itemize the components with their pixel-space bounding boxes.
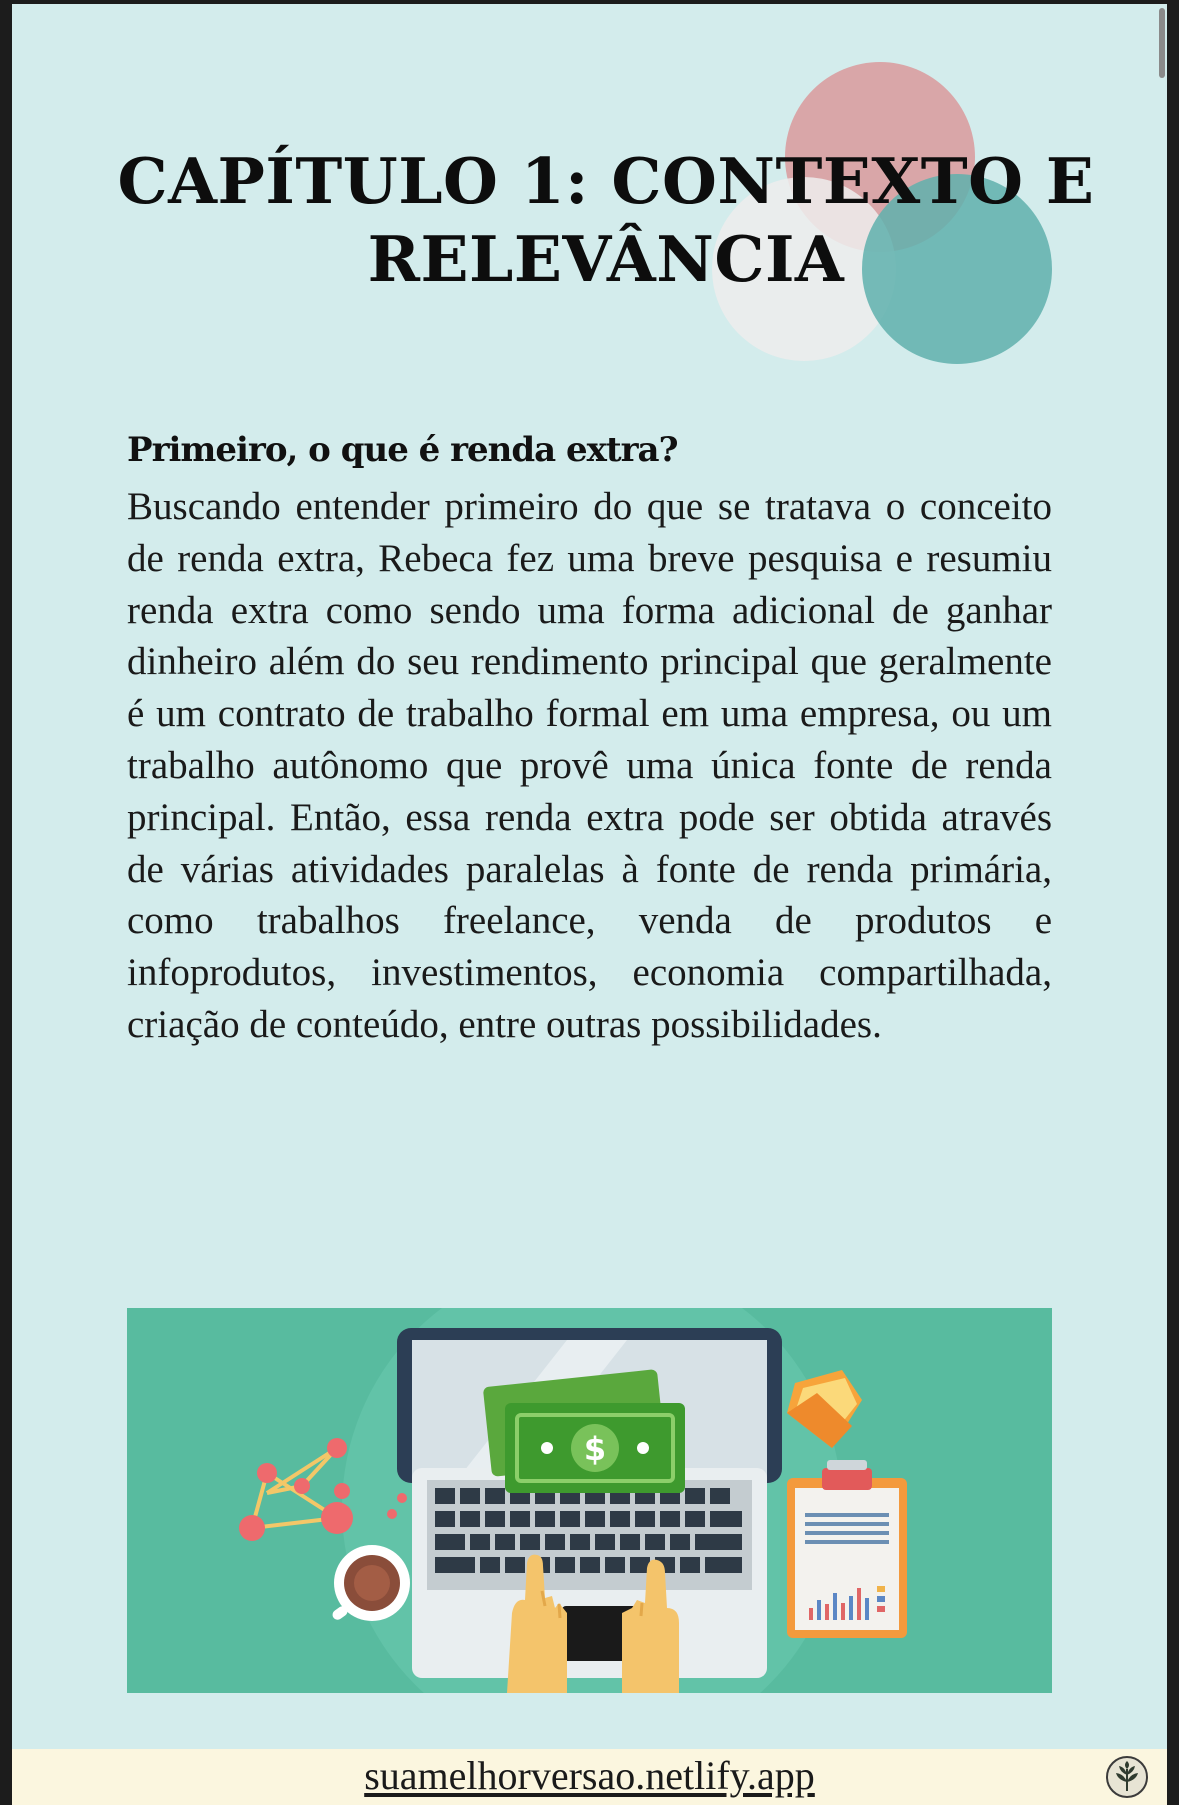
- svg-text:$: $: [583, 1430, 607, 1468]
- clipboard-chart-icon: [787, 1460, 907, 1638]
- scrollbar[interactable]: [1159, 8, 1165, 78]
- coffee-cup-icon: [331, 1545, 410, 1622]
- chapter-title: CAPÍTULO 1: CONTEXTO E RELEVÂNCIA: [117, 144, 1095, 296]
- footer-site-link[interactable]: suamelhorversao.netlify.app: [364, 1753, 815, 1798]
- content-area[interactable]: [12, 4, 1167, 1749]
- body-paragraph: Buscando entender primeiro do que se tratava o conceito de renda extra, Rebeca fez uma breve pesquisa e resumiu renda extra como sendo uma forma adicional de ganhar dinheiro além do seu rendimento principal que geralmente é um contrato de trabalho formal em uma empresa, ou um trabalho autônomo que provê uma única fonte de renda principal. Então, essa renda extra pode ser obtida através de várias atividades paralelas à fonte de renda primária, como trabalhos freelance, venda de produtos e infoprodutos, investimentos, economia compartilhada, criação de conteúdo, entre outras possibilidades.: [127, 485, 1052, 1046]
- footer-bar: [12, 1749, 1167, 1805]
- money-bills-icon: [483, 1369, 685, 1493]
- leaf-emblem-icon[interactable]: [1105, 1755, 1149, 1799]
- illustration: [127, 1308, 1052, 1693]
- section-heading: Primeiro, o que é renda extra?: [127, 430, 678, 470]
